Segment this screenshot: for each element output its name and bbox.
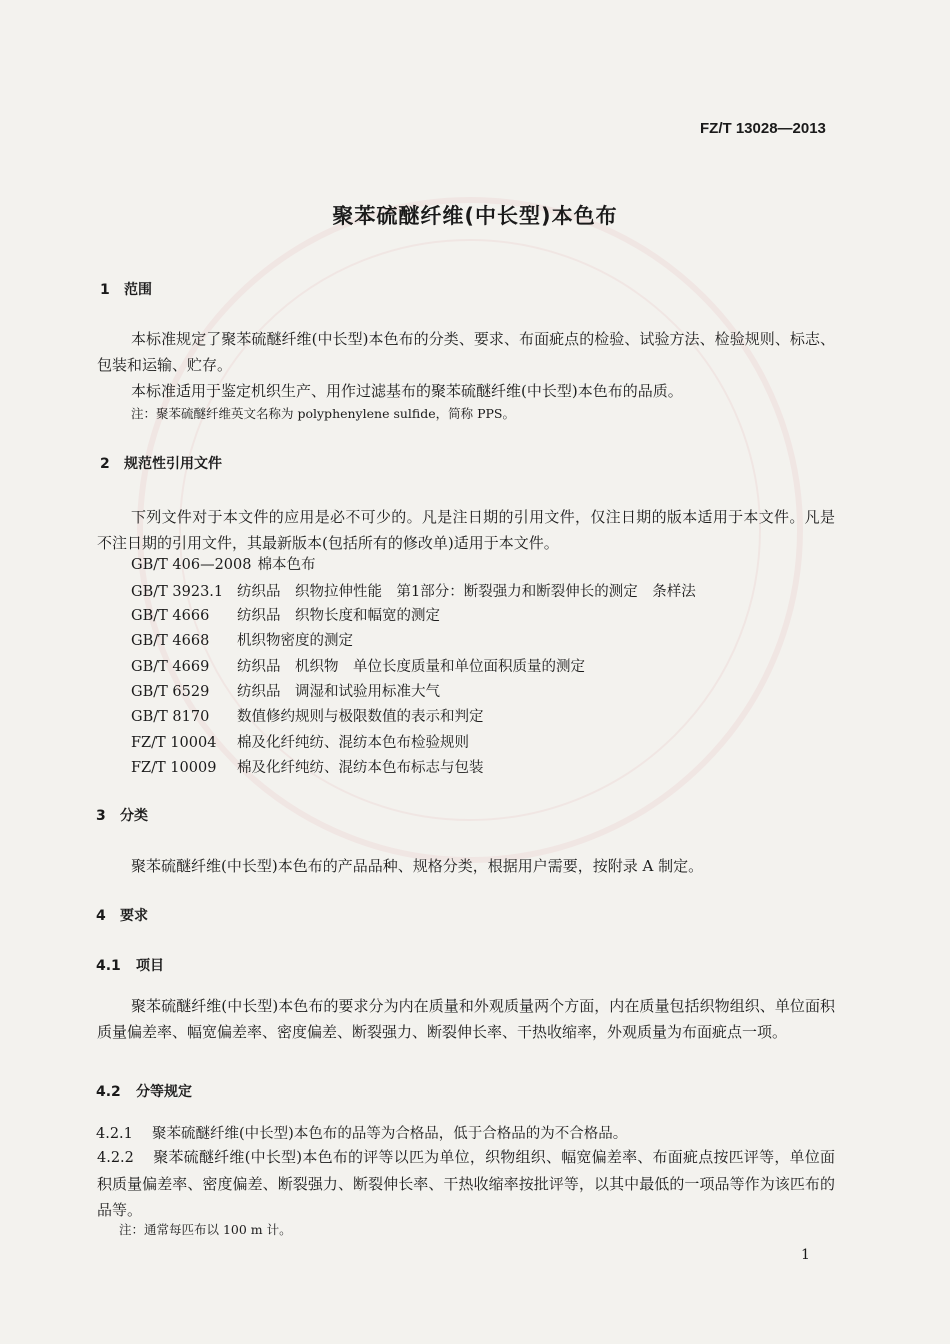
reference-code: GB/T 406—2008 [131,557,252,573]
section-title: 范围 [124,282,152,298]
clause-4-2-1 [96,1122,627,1143]
reference-item [131,756,484,777]
reference-item [131,731,469,752]
clause-text: 聚苯硫醚纤维(中长型)本色布的品等为合格品，低于合格品的为不合格品。 [152,1126,628,1142]
reference-title: 棉本色布 [257,557,316,573]
reference-item [131,680,440,701]
scope-paragraph-1: 本标准规定了聚苯硫醚纤维(中长型)本色布的分类、要求、布面疵点的检验、试验方法、检验规则、标志、包装和运输、贮存。 [97,330,835,374]
standard-code: FZ/T 13028—2013 [700,120,826,137]
reference-title: 机织物密度的测定 [237,633,353,649]
clause-4-2-2 [97,1144,835,1223]
section-2-heading [100,453,222,473]
reference-title: 纺织品 织物长度和幅宽的测定 [237,608,440,624]
section-number: 4.1 [96,958,121,974]
section-4-2-heading [96,1081,192,1101]
section-number: 4 [96,908,106,924]
reference-code: GB/T 6529 [131,684,210,700]
reference-item [131,553,315,574]
reference-item [131,655,585,676]
section-1-heading [100,279,152,299]
requirements-note: 注：通常每匹布以 100 m 计。 [119,1222,292,1237]
clause-text: 聚苯硫醚纤维(中长型)本色布的评等以匹为单位，织物组织、幅宽偏差率、布面疵点按匹评等，单位面积质量偏差率、密度偏差、断裂强力、断裂伸长率、干热收缩率按批评等，以其中最低的一项品等作为该匹布的品等。 [97,1148,835,1219]
section-number: 2 [100,456,110,472]
section-3-heading [96,805,148,825]
section-title: 项目 [136,958,164,974]
requirements-items-paragraph: 聚苯硫醚纤维(中长型)本色布的要求分为内在质量和外观质量两个方面，内在质量包括织物组织、单位面积质量偏差率、幅宽偏差率、密度偏差、断裂强力、断裂伸长率、干热收缩率，外观质量为布面疵点一项。 [97,997,835,1041]
section-4-heading [96,905,148,925]
document-title: 聚苯硫醚纤维(中长型)本色布 [332,204,618,228]
reference-item [131,705,484,726]
reference-code: GB/T 4666 [131,608,210,624]
reference-item [131,629,353,650]
reference-title: 棉及化纤纯纺、混纺本色布标志与包装 [237,760,484,776]
reference-code: GB/T 4669 [131,659,210,675]
classification-paragraph: 聚苯硫醚纤维(中长型)本色布的产品品种、规格分类，根据用户需要，按附录 A 制定。 [131,857,704,875]
section-number: 1 [100,282,110,298]
reference-code: FZ/T 10009 [131,760,217,776]
section-title: 规范性引用文件 [124,456,222,472]
reference-code: GB/T 8170 [131,709,210,725]
reference-title: 棉及化纤纯纺、混纺本色布检验规则 [237,735,469,751]
clause-number: 4.2.2 [97,1150,134,1166]
section-title: 要求 [120,908,148,924]
section-title: 分类 [120,808,148,824]
section-number: 3 [96,808,106,824]
reference-code: GB/T 4668 [131,633,210,649]
reference-title: 纺织品 织物拉伸性能 第1部分：断裂强力和断裂伸长的测定 条样法 [237,584,696,600]
reference-item [131,604,440,625]
scope-note: 注：聚苯硫醚纤维英文名称为 polyphenylene sulfide，简称 PPS。 [131,406,515,421]
clause-number: 4.2.1 [96,1126,133,1142]
reference-title: 纺织品 机织物 单位长度质量和单位面积质量的测定 [237,659,585,675]
section-4-1-heading [96,955,164,975]
page-number: 1 [801,1247,810,1263]
reference-code: FZ/T 10004 [131,735,217,751]
references-intro: 下列文件对于本文件的应用是必不可少的。凡是注日期的引用文件，仅注日期的版本适用于本文件。凡是不注日期的引用文件，其最新版本(包括所有的修改单)适用于本文件。 [97,508,835,552]
reference-item [131,580,696,601]
reference-title: 数值修约规则与极限数值的表示和判定 [237,709,484,725]
reference-code: GB/T 3923.1 [131,584,224,600]
section-number: 4.2 [96,1084,121,1100]
scope-paragraph-2: 本标准适用于鉴定机织生产、用作过滤基布的聚苯硫醚纤维(中长型)本色布的品质。 [131,382,683,400]
reference-title: 纺织品 调湿和试验用标准大气 [237,684,440,700]
section-title: 分等规定 [136,1084,192,1100]
